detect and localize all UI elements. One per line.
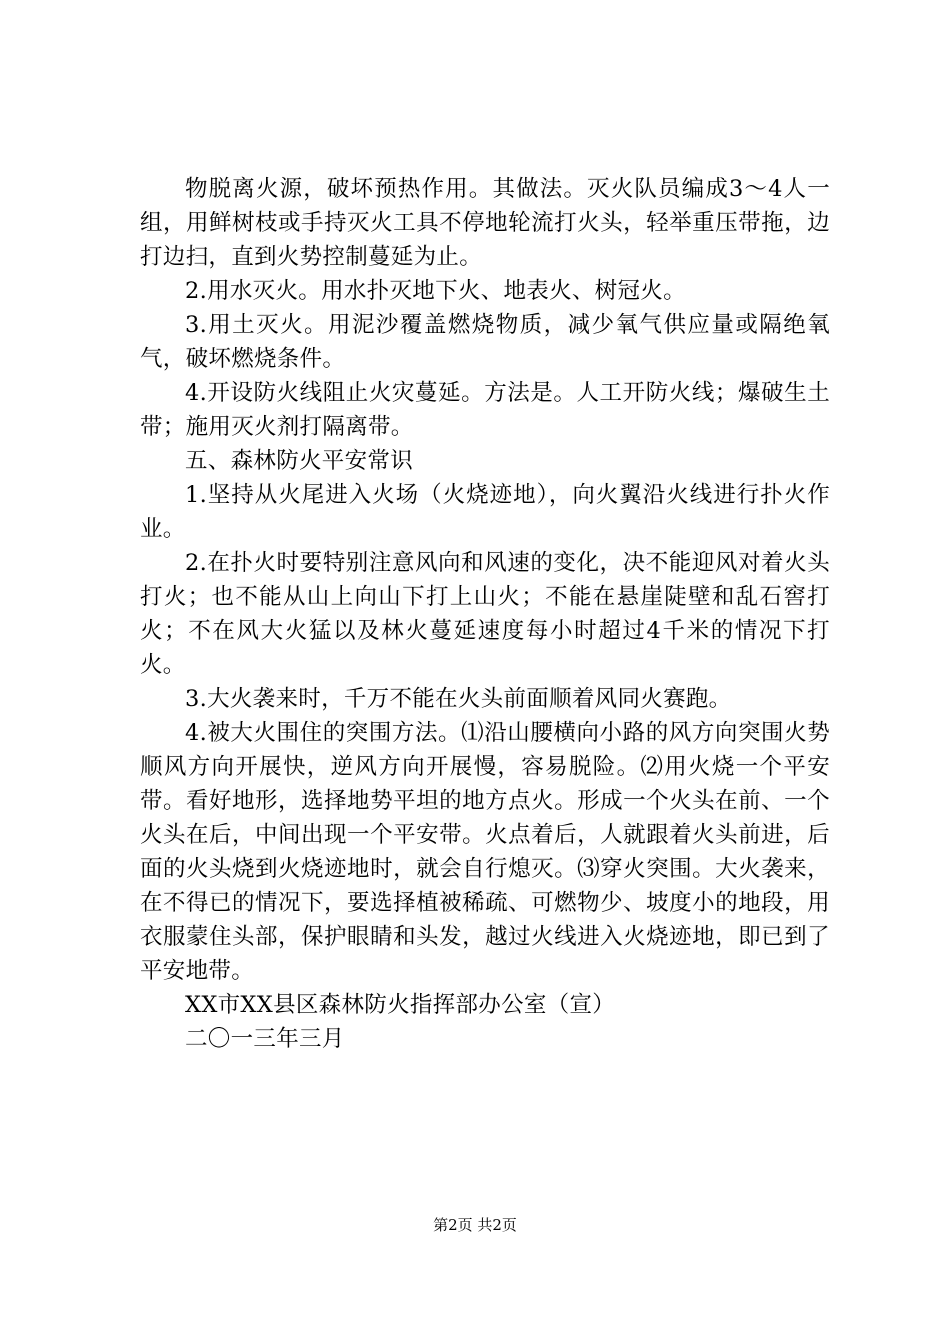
paragraph-water-extinguish: 2.用水灭火。用水扑灭地下火、地表火、树冠火。 — [185, 278, 686, 304]
page-number-footer: 第2页 共2页 — [433, 1216, 517, 1234]
paragraph-continuation: 物脱离火源，破坏预热作用。其做法。灭火队员编成3～4人一组，用鲜树枝或手持灭火工具不停地轮流打火头，轻举重压带拖，边打边扫，直到火势控制蔓延为止。 — [140, 176, 830, 270]
signature-date: 二〇一三年三月 — [185, 1026, 345, 1052]
signature-office: XX市XX县区森林防火指挥部办公室（宣） — [185, 992, 616, 1018]
section-heading-safety: 五、森林防火平安常识 — [185, 448, 414, 474]
paragraph-safety-3: 3.大火袭来时，千万不能在火头前面顺着风同火赛跑。 — [185, 686, 732, 712]
paragraph-safety-4: 4.被大火围住的突围方法。⑴沿山腰横向小路的风方向突围火势顺风方向开展快，逆风方向开展慢，容易脱险。⑵用火烧一个平安带。看好地形，选择地势平坦的地方点火。形成一个火头在前、一个火头在后，中间出现一个平安带。火点着后，人就跟着火头前进，后面的火头烧到火烧迹地时，就会自行熄灭。⑶穿火突围。大火袭来，在不得已的情况下，要选择植被稀疏、可燃物少、坡度小的地段，用衣服蒙住头部，保护眼睛和头发，越过火线进入火烧迹地，即已到了平安地带。 — [140, 720, 830, 984]
paragraph-safety-1: 1.坚持从火尾进入火场（火烧迹地），向火翼沿火线进行扑火作业。 — [140, 482, 830, 542]
paragraph-soil-extinguish: 3.用土灭火。用泥沙覆盖燃烧物质，减少氧气供应量或隔绝氧气，破坏燃烧条件。 — [140, 312, 830, 372]
paragraph-firebreak: 4.开设防火线阻止火灾蔓延。方法是。人工开防火线；爆破生土带；施用灭火剂打隔离带。 — [140, 380, 830, 440]
paragraph-safety-2: 2.在扑火时要特别注意风向和风速的变化，决不能迎风对着火头打火；也不能从山上向山下打上山火；不能在悬崖陡壁和乱石窖打火；不在风大火猛以及林火蔓延速度每小时超过4千米的情况下打火。 — [140, 550, 830, 678]
document-body — [140, 172, 830, 1056]
